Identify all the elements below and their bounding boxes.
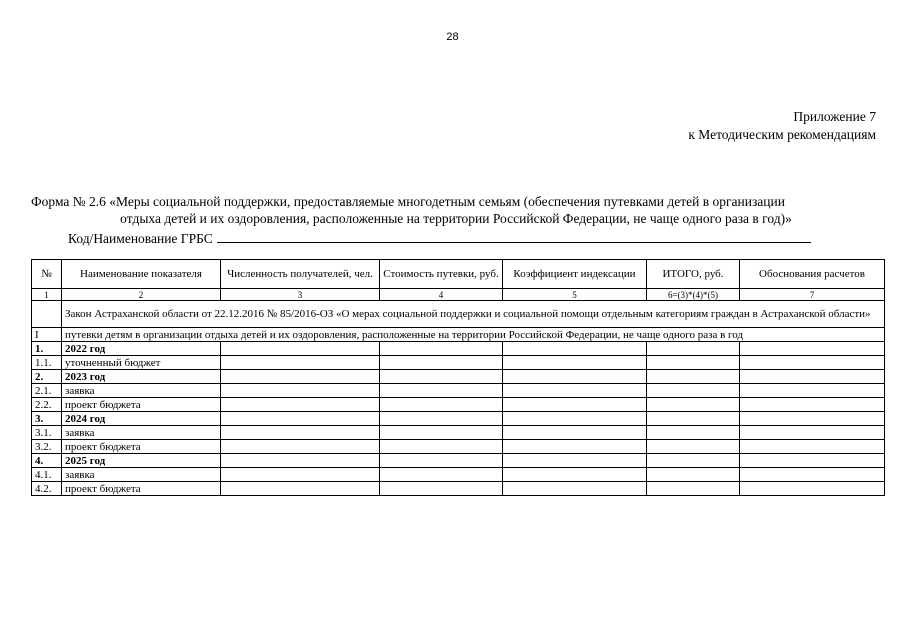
- row-input-cell[interactable]: [380, 454, 503, 468]
- table-row: [32, 440, 885, 454]
- section-number: I: [32, 328, 62, 342]
- row-number: 4.: [32, 454, 62, 468]
- row-input-cell[interactable]: [221, 468, 380, 482]
- row-input-cell[interactable]: [740, 468, 885, 482]
- table-row: [32, 398, 885, 412]
- table-row: [32, 384, 885, 398]
- row-indicator-name: заявка: [62, 426, 221, 440]
- row-input-cell[interactable]: [380, 342, 503, 356]
- row-indicator-name: 2022 год: [62, 342, 221, 356]
- form-table: [31, 259, 885, 496]
- row-input-cell[interactable]: [221, 454, 380, 468]
- row-input-cell[interactable]: [503, 412, 647, 426]
- form-title-line-1: Форма № 2.6 «Меры социальной поддержки, предоставляемые многодетным семьям (обеспечения путевками детей в организации: [31, 194, 785, 209]
- row-input-cell[interactable]: [503, 356, 647, 370]
- row-indicator-name: проект бюджета: [62, 398, 221, 412]
- col-header-index-coefficient: Коэффициент индексации: [503, 260, 647, 289]
- row-input-cell[interactable]: [380, 468, 503, 482]
- row-input-cell[interactable]: [221, 370, 380, 384]
- table-row: [32, 468, 885, 482]
- column-number: 7: [740, 289, 885, 301]
- col-header-recipients: Численность получателей, чел.: [221, 260, 380, 289]
- column-number: 3: [221, 289, 380, 301]
- row-input-cell[interactable]: [221, 412, 380, 426]
- header-row: [32, 260, 885, 289]
- law-number-cell: [32, 301, 62, 328]
- row-input-cell[interactable]: [503, 468, 647, 482]
- row-indicator-name: 2025 год: [62, 454, 221, 468]
- row-number: 3.2.: [32, 440, 62, 454]
- row-input-cell[interactable]: [647, 342, 740, 356]
- row-input-cell[interactable]: [740, 384, 885, 398]
- row-input-cell[interactable]: [647, 482, 740, 496]
- row-number: 4.2.: [32, 482, 62, 496]
- row-input-cell[interactable]: [647, 384, 740, 398]
- column-number: 1: [32, 289, 62, 301]
- row-input-cell[interactable]: [380, 370, 503, 384]
- appendix-line-1: Приложение 7: [793, 109, 876, 124]
- row-input-cell[interactable]: [740, 356, 885, 370]
- col-header-indicator: Наименование показателя: [62, 260, 221, 289]
- row-number: 2.: [32, 370, 62, 384]
- table-row: [32, 342, 885, 356]
- row-input-cell[interactable]: [221, 482, 380, 496]
- table-row: [32, 426, 885, 440]
- row-input-cell[interactable]: [221, 356, 380, 370]
- row-number: 2.2.: [32, 398, 62, 412]
- page-number: 28: [446, 31, 459, 43]
- row-input-cell[interactable]: [503, 440, 647, 454]
- row-input-cell[interactable]: [740, 412, 885, 426]
- row-input-cell[interactable]: [221, 398, 380, 412]
- col-header-number: №: [32, 260, 62, 289]
- row-input-cell[interactable]: [647, 440, 740, 454]
- grbs-label: Код/Наименование ГРБС: [68, 231, 213, 246]
- row-number: 2.1.: [32, 384, 62, 398]
- column-number: 6=(3)*(4)*(5): [647, 289, 740, 301]
- row-input-cell[interactable]: [503, 384, 647, 398]
- row-indicator-name: 2024 год: [62, 412, 221, 426]
- row-input-cell[interactable]: [380, 384, 503, 398]
- row-input-cell[interactable]: [503, 482, 647, 496]
- row-input-cell[interactable]: [380, 412, 503, 426]
- row-input-cell[interactable]: [221, 384, 380, 398]
- row-indicator-name: 2023 год: [62, 370, 221, 384]
- row-input-cell[interactable]: [221, 342, 380, 356]
- row-number: 1.1.: [32, 356, 62, 370]
- table-row: [32, 482, 885, 496]
- row-input-cell[interactable]: [380, 426, 503, 440]
- row-input-cell[interactable]: [380, 440, 503, 454]
- appendix-heading: [688, 108, 876, 144]
- column-number: 5: [503, 289, 647, 301]
- table-row: [32, 412, 885, 426]
- row-input-cell[interactable]: [740, 398, 885, 412]
- row-input-cell[interactable]: [740, 426, 885, 440]
- row-input-cell[interactable]: [503, 426, 647, 440]
- col-header-total: ИТОГО, руб.: [647, 260, 740, 289]
- law-text: Закон Астраханской области от 22.12.2016 № 85/2016-ОЗ «О мерах социальной поддержки и социальной помощи отдельным категориям граждан в Астраханской области»: [62, 301, 885, 328]
- row-input-cell[interactable]: [647, 370, 740, 384]
- col-header-voucher-cost: Стоимость путевки, руб.: [380, 260, 503, 289]
- row-input-cell[interactable]: [647, 398, 740, 412]
- grbs-field: [68, 229, 811, 247]
- row-input-cell[interactable]: [503, 370, 647, 384]
- row-input-cell[interactable]: [647, 356, 740, 370]
- row-input-cell[interactable]: [647, 426, 740, 440]
- row-indicator-name: проект бюджета: [62, 440, 221, 454]
- column-number: 4: [380, 289, 503, 301]
- row-input-cell[interactable]: [503, 398, 647, 412]
- row-input-cell[interactable]: [380, 356, 503, 370]
- row-input-cell[interactable]: [221, 440, 380, 454]
- row-input-cell[interactable]: [740, 370, 885, 384]
- row-input-cell[interactable]: [740, 342, 885, 356]
- row-input-cell[interactable]: [503, 454, 647, 468]
- row-input-cell[interactable]: [740, 482, 885, 496]
- row-input-cell[interactable]: [221, 426, 380, 440]
- form-title-line-2: отдыха детей и их оздоровления, расположенные на территории Российской Федерации, не чаще одного раза в год)»: [120, 211, 792, 226]
- form-title: [31, 193, 881, 227]
- section-text: путевки детям в организации отдыха детей и их оздоровления, расположенные на территории Российской Федерации, не чаще одного раза в год: [62, 328, 885, 342]
- row-indicator-name: заявка: [62, 384, 221, 398]
- column-number: 2: [62, 289, 221, 301]
- row-input-cell[interactable]: [380, 482, 503, 496]
- section-row: [32, 328, 885, 342]
- table-row: [32, 370, 885, 384]
- row-input-cell[interactable]: [647, 412, 740, 426]
- row-input-cell[interactable]: [647, 454, 740, 468]
- row-number: 4.1.: [32, 468, 62, 482]
- row-input-cell[interactable]: [740, 454, 885, 468]
- row-input-cell[interactable]: [740, 440, 885, 454]
- row-number: 3.1.: [32, 426, 62, 440]
- row-indicator-name: проект бюджета: [62, 482, 221, 496]
- table-row: [32, 356, 885, 370]
- row-number: 1.: [32, 342, 62, 356]
- row-indicator-name: уточненный бюджет: [62, 356, 221, 370]
- grbs-fill-line[interactable]: [217, 229, 811, 243]
- row-indicator-name: заявка: [62, 468, 221, 482]
- table-row: [32, 454, 885, 468]
- law-row: [32, 301, 885, 328]
- appendix-line-2: к Методическим рекомендациям: [688, 127, 876, 142]
- row-input-cell[interactable]: [503, 342, 647, 356]
- column-number-row: [32, 289, 885, 301]
- row-input-cell[interactable]: [647, 468, 740, 482]
- row-input-cell[interactable]: [380, 398, 503, 412]
- row-number: 3.: [32, 412, 62, 426]
- col-header-justification: Обоснования расчетов: [740, 260, 885, 289]
